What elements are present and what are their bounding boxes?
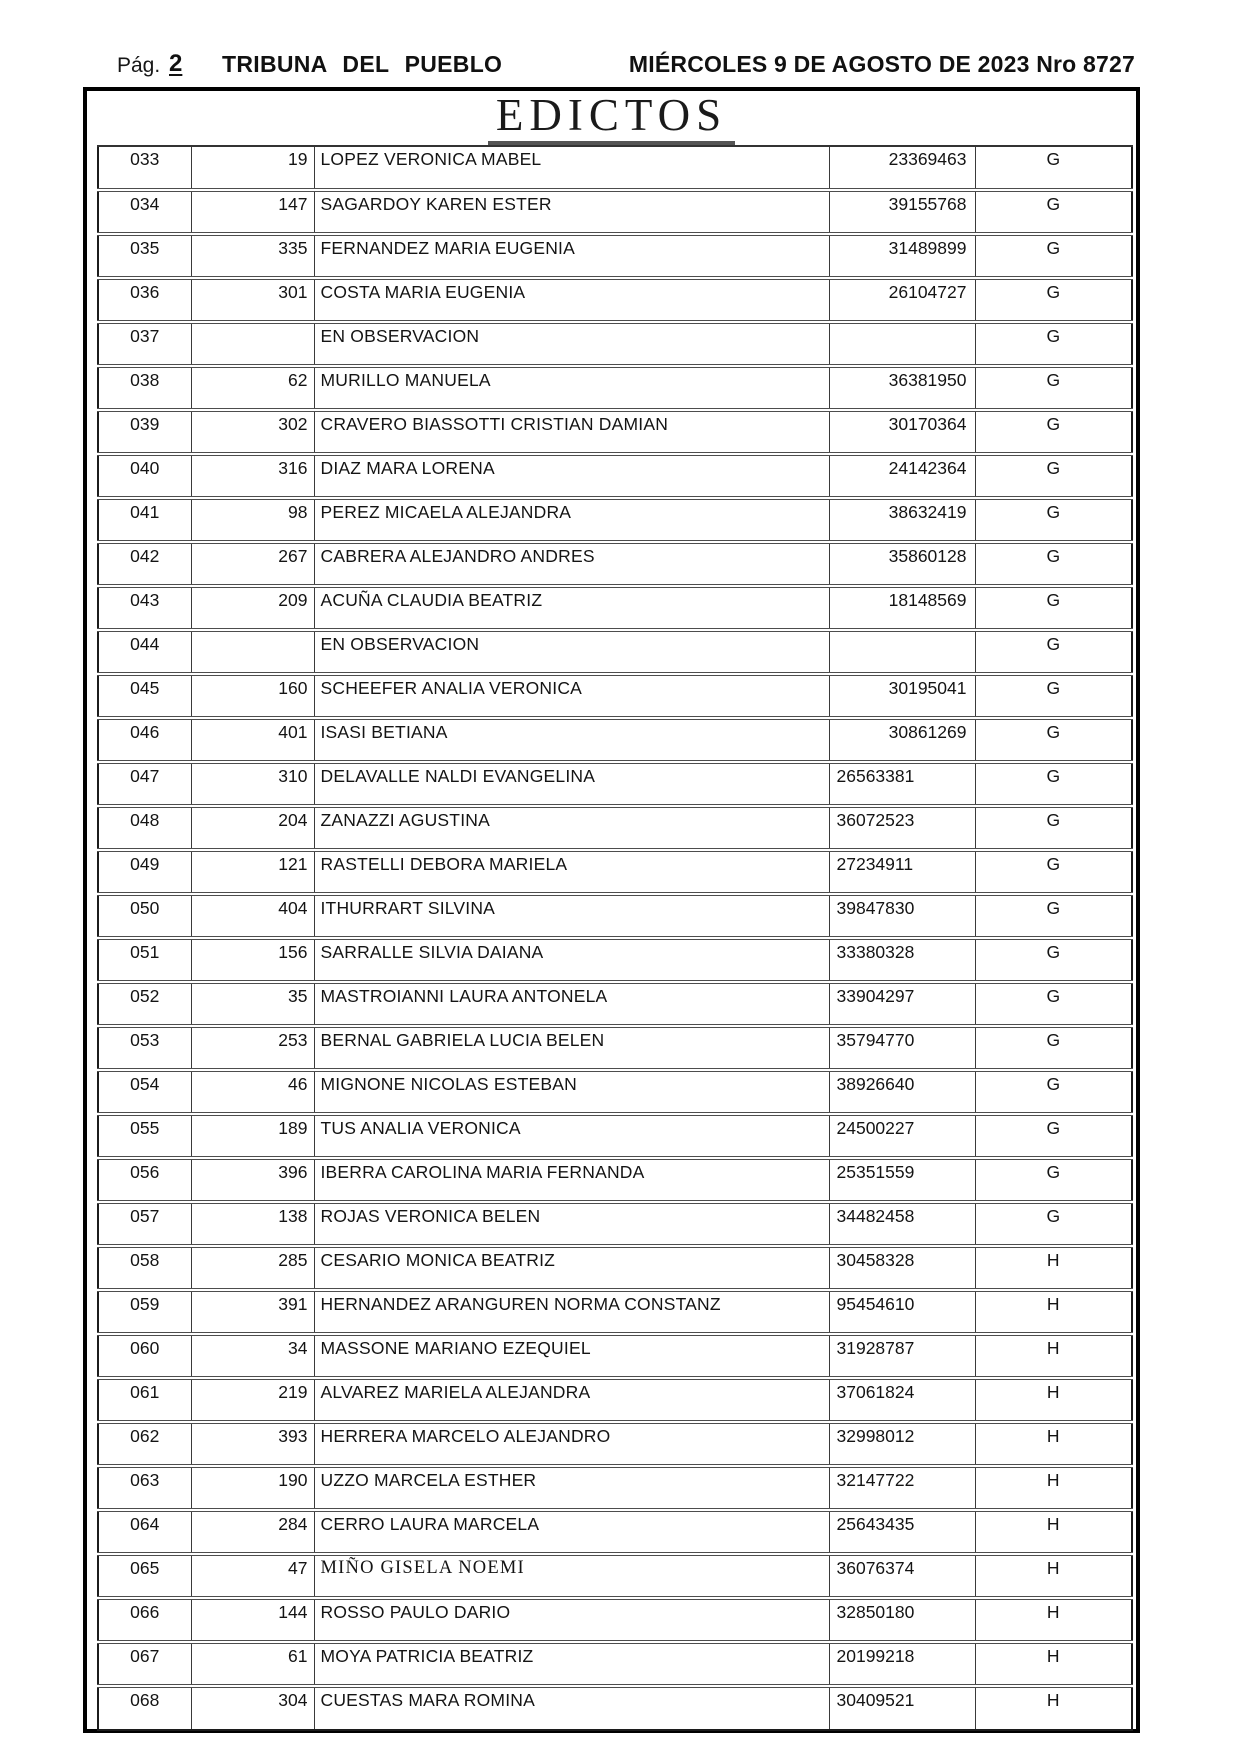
edicts-table bbox=[97, 145, 1133, 1731]
dni-cell: 32147722 bbox=[829, 1466, 975, 1510]
section-title-row bbox=[87, 90, 1136, 145]
page-label: Pág. bbox=[117, 54, 161, 77]
row-number-cell: 057 bbox=[98, 1202, 191, 1246]
name-cell: MASSONE MARIANO EZEQUIEL bbox=[314, 1334, 829, 1378]
group-letter-cell: G bbox=[975, 542, 1132, 586]
table-row bbox=[98, 1246, 1132, 1290]
name-cell: PEREZ MICAELA ALEJANDRA bbox=[314, 498, 829, 542]
name-cell: UZZO MARCELA ESTHER bbox=[314, 1466, 829, 1510]
group-letter-cell: G bbox=[975, 366, 1132, 410]
row-number-cell: 063 bbox=[98, 1466, 191, 1510]
group-letter-cell: H bbox=[975, 1686, 1132, 1730]
row-number-cell: 044 bbox=[98, 630, 191, 674]
row-number-cell: 036 bbox=[98, 278, 191, 322]
table-row bbox=[98, 1554, 1132, 1598]
group-letter-cell: G bbox=[975, 278, 1132, 322]
order-number-cell: 304 bbox=[191, 1686, 314, 1730]
dni-cell: 33904297 bbox=[829, 982, 975, 1026]
name-cell: MIGNONE NICOLAS ESTEBAN bbox=[314, 1070, 829, 1114]
order-number-cell: 62 bbox=[191, 366, 314, 410]
dni-cell: 30170364 bbox=[829, 410, 975, 454]
table-row bbox=[98, 674, 1132, 718]
newspaper-title: TRIBUNA DEL PUEBLO bbox=[222, 51, 503, 77]
table-row bbox=[98, 366, 1132, 410]
order-number-cell: 285 bbox=[191, 1246, 314, 1290]
dni-cell: 24142364 bbox=[829, 454, 975, 498]
order-number-cell: 219 bbox=[191, 1378, 314, 1422]
dni-cell: 95454610 bbox=[829, 1290, 975, 1334]
table-row bbox=[98, 1466, 1132, 1510]
dni-cell: 35860128 bbox=[829, 542, 975, 586]
table-row bbox=[98, 322, 1132, 366]
order-number-cell: 204 bbox=[191, 806, 314, 850]
order-number-cell: 396 bbox=[191, 1158, 314, 1202]
order-number-cell: 34 bbox=[191, 1334, 314, 1378]
group-letter-cell: G bbox=[975, 410, 1132, 454]
order-number-cell: 401 bbox=[191, 718, 314, 762]
order-number-cell: 190 bbox=[191, 1466, 314, 1510]
dni-cell: 34482458 bbox=[829, 1202, 975, 1246]
table-row bbox=[98, 278, 1132, 322]
dni-cell: 27234911 bbox=[829, 850, 975, 894]
edicts-table-container bbox=[97, 145, 1133, 1731]
table-row bbox=[98, 1598, 1132, 1642]
row-number-cell: 065 bbox=[98, 1554, 191, 1598]
order-number-cell: 61 bbox=[191, 1642, 314, 1686]
group-letter-cell: G bbox=[975, 1202, 1132, 1246]
table-row bbox=[98, 630, 1132, 674]
group-letter-cell: G bbox=[975, 454, 1132, 498]
group-letter-cell: G bbox=[975, 894, 1132, 938]
row-number-cell: 033 bbox=[98, 146, 191, 190]
dni-cell: 31928787 bbox=[829, 1334, 975, 1378]
row-number-cell: 058 bbox=[98, 1246, 191, 1290]
table-row bbox=[98, 718, 1132, 762]
row-number-cell: 051 bbox=[98, 938, 191, 982]
name-cell: EN OBSERVACION bbox=[314, 322, 829, 366]
name-cell: TUS ANALIA VERONICA bbox=[314, 1114, 829, 1158]
table-row bbox=[98, 454, 1132, 498]
order-number-cell: 147 bbox=[191, 190, 314, 234]
name-cell: ACUÑA CLAUDIA BEATRIZ bbox=[314, 586, 829, 630]
dni-cell: 36072523 bbox=[829, 806, 975, 850]
dni-cell: 36076374 bbox=[829, 1554, 975, 1598]
group-letter-cell: G bbox=[975, 190, 1132, 234]
dni-cell: 39155768 bbox=[829, 190, 975, 234]
edicts-table-body bbox=[98, 146, 1132, 1730]
order-number-cell: 19 bbox=[191, 146, 314, 190]
dni-cell: 39847830 bbox=[829, 894, 975, 938]
name-cell: SCHEEFER ANALIA VERONICA bbox=[314, 674, 829, 718]
table-row bbox=[98, 894, 1132, 938]
dni-cell: 38632419 bbox=[829, 498, 975, 542]
name-cell: IBERRA CAROLINA MARIA FERNANDA bbox=[314, 1158, 829, 1202]
dni-cell: 23369463 bbox=[829, 146, 975, 190]
dni-cell: 36381950 bbox=[829, 366, 975, 410]
name-cell: ALVAREZ MARIELA ALEJANDRA bbox=[314, 1378, 829, 1422]
group-letter-cell: H bbox=[975, 1290, 1132, 1334]
row-number-cell: 037 bbox=[98, 322, 191, 366]
order-number-cell: 46 bbox=[191, 1070, 314, 1114]
row-number-cell: 056 bbox=[98, 1158, 191, 1202]
group-letter-cell: G bbox=[975, 806, 1132, 850]
group-letter-cell: G bbox=[975, 1114, 1132, 1158]
name-cell: FERNANDEZ MARIA EUGENIA bbox=[314, 234, 829, 278]
table-row bbox=[98, 982, 1132, 1026]
group-letter-cell: G bbox=[975, 850, 1132, 894]
name-cell: MOYA PATRICIA BEATRIZ bbox=[314, 1642, 829, 1686]
dni-cell: 32850180 bbox=[829, 1598, 975, 1642]
name-cell: CRAVERO BIASSOTTI CRISTIAN DAMIAN bbox=[314, 410, 829, 454]
row-number-cell: 050 bbox=[98, 894, 191, 938]
row-number-cell: 052 bbox=[98, 982, 191, 1026]
order-number-cell: 144 bbox=[191, 1598, 314, 1642]
name-cell: MURILLO MANUELA bbox=[314, 366, 829, 410]
dni-cell: 30195041 bbox=[829, 674, 975, 718]
table-row bbox=[98, 1510, 1132, 1554]
table-row bbox=[98, 1026, 1132, 1070]
name-cell: CABRERA ALEJANDRO ANDRES bbox=[314, 542, 829, 586]
name-cell: HERNANDEZ ARANGUREN NORMA CONSTANZ bbox=[314, 1290, 829, 1334]
group-letter-cell: G bbox=[975, 234, 1132, 278]
order-number-cell: 316 bbox=[191, 454, 314, 498]
table-row bbox=[98, 498, 1132, 542]
row-number-cell: 047 bbox=[98, 762, 191, 806]
page-number: 2 bbox=[169, 50, 183, 77]
name-cell: DELAVALLE NALDI EVANGELINA bbox=[314, 762, 829, 806]
row-number-cell: 048 bbox=[98, 806, 191, 850]
group-letter-cell: G bbox=[975, 322, 1132, 366]
name-cell: ROJAS VERONICA BELEN bbox=[314, 1202, 829, 1246]
row-number-cell: 067 bbox=[98, 1642, 191, 1686]
row-number-cell: 068 bbox=[98, 1686, 191, 1730]
group-letter-cell: G bbox=[975, 938, 1132, 982]
name-cell: EN OBSERVACION bbox=[314, 630, 829, 674]
name-cell: ZANAZZI AGUSTINA bbox=[314, 806, 829, 850]
section-title: EDICTOS bbox=[488, 93, 735, 145]
name-cell: COSTA MARIA EUGENIA bbox=[314, 278, 829, 322]
group-letter-cell: H bbox=[975, 1466, 1132, 1510]
name-cell: MIÑO GISELA NOEMI bbox=[314, 1554, 829, 1598]
order-number-cell: 98 bbox=[191, 498, 314, 542]
name-cell: BERNAL GABRIELA LUCIA BELEN bbox=[314, 1026, 829, 1070]
order-number-cell: 335 bbox=[191, 234, 314, 278]
group-letter-cell: G bbox=[975, 718, 1132, 762]
group-letter-cell: G bbox=[975, 1026, 1132, 1070]
group-letter-cell: G bbox=[975, 146, 1132, 190]
name-cell: HERRERA MARCELO ALEJANDRO bbox=[314, 1422, 829, 1466]
table-row bbox=[98, 1114, 1132, 1158]
order-number-cell: 284 bbox=[191, 1510, 314, 1554]
order-number-cell: 209 bbox=[191, 586, 314, 630]
table-row bbox=[98, 938, 1132, 982]
row-number-cell: 060 bbox=[98, 1334, 191, 1378]
name-cell: ROSSO PAULO DARIO bbox=[314, 1598, 829, 1642]
row-number-cell: 061 bbox=[98, 1378, 191, 1422]
group-letter-cell: H bbox=[975, 1334, 1132, 1378]
row-number-cell: 046 bbox=[98, 718, 191, 762]
dni-cell: 38926640 bbox=[829, 1070, 975, 1114]
table-row bbox=[98, 146, 1132, 190]
group-letter-cell: G bbox=[975, 982, 1132, 1026]
table-row bbox=[98, 806, 1132, 850]
name-cell: ISASI BETIANA bbox=[314, 718, 829, 762]
group-letter-cell: G bbox=[975, 1070, 1132, 1114]
name-cell: SAGARDOY KAREN ESTER bbox=[314, 190, 829, 234]
row-number-cell: 042 bbox=[98, 542, 191, 586]
row-number-cell: 043 bbox=[98, 586, 191, 630]
name-cell: DIAZ MARA LORENA bbox=[314, 454, 829, 498]
row-number-cell: 053 bbox=[98, 1026, 191, 1070]
dni-cell: 24500227 bbox=[829, 1114, 975, 1158]
order-number-cell: 35 bbox=[191, 982, 314, 1026]
table-row bbox=[98, 234, 1132, 278]
table-row bbox=[98, 190, 1132, 234]
dni-cell bbox=[829, 322, 975, 366]
order-number-cell: 47 bbox=[191, 1554, 314, 1598]
dni-cell: 37061824 bbox=[829, 1378, 975, 1422]
dni-cell: 30409521 bbox=[829, 1686, 975, 1730]
row-number-cell: 064 bbox=[98, 1510, 191, 1554]
name-cell: ITHURRART SILVINA bbox=[314, 894, 829, 938]
order-number-cell: 391 bbox=[191, 1290, 314, 1334]
row-number-cell: 055 bbox=[98, 1114, 191, 1158]
row-number-cell: 059 bbox=[98, 1290, 191, 1334]
group-letter-cell: H bbox=[975, 1598, 1132, 1642]
group-letter-cell: G bbox=[975, 586, 1132, 630]
dni-cell: 26104727 bbox=[829, 278, 975, 322]
group-letter-cell: G bbox=[975, 1158, 1132, 1202]
name-cell: CERRO LAURA MARCELA bbox=[314, 1510, 829, 1554]
dni-cell: 33380328 bbox=[829, 938, 975, 982]
order-number-cell: 393 bbox=[191, 1422, 314, 1466]
dni-cell: 18148569 bbox=[829, 586, 975, 630]
order-number-cell bbox=[191, 322, 314, 366]
table-row bbox=[98, 1070, 1132, 1114]
dni-cell: 25643435 bbox=[829, 1510, 975, 1554]
order-number-cell: 189 bbox=[191, 1114, 314, 1158]
order-number-cell: 310 bbox=[191, 762, 314, 806]
name-cell: MASTROIANNI LAURA ANTONELA bbox=[314, 982, 829, 1026]
group-letter-cell: H bbox=[975, 1510, 1132, 1554]
group-letter-cell: H bbox=[975, 1642, 1132, 1686]
table-row bbox=[98, 1378, 1132, 1422]
name-cell: CUESTAS MARA ROMINA bbox=[314, 1686, 829, 1730]
table-row bbox=[98, 1334, 1132, 1378]
row-number-cell: 062 bbox=[98, 1422, 191, 1466]
group-letter-cell: H bbox=[975, 1246, 1132, 1290]
group-letter-cell: G bbox=[975, 762, 1132, 806]
group-letter-cell: G bbox=[975, 630, 1132, 674]
name-cell: CESARIO MONICA BEATRIZ bbox=[314, 1246, 829, 1290]
dni-cell: 25351559 bbox=[829, 1158, 975, 1202]
table-row bbox=[98, 1290, 1132, 1334]
dni-cell: 30861269 bbox=[829, 718, 975, 762]
order-number-cell: 160 bbox=[191, 674, 314, 718]
table-row bbox=[98, 410, 1132, 454]
row-number-cell: 039 bbox=[98, 410, 191, 454]
table-row bbox=[98, 542, 1132, 586]
row-number-cell: 049 bbox=[98, 850, 191, 894]
order-number-cell: 156 bbox=[191, 938, 314, 982]
order-number-cell: 138 bbox=[191, 1202, 314, 1246]
table-row bbox=[98, 762, 1132, 806]
row-number-cell: 034 bbox=[98, 190, 191, 234]
group-letter-cell: H bbox=[975, 1554, 1132, 1598]
table-row bbox=[98, 586, 1132, 630]
table-row bbox=[98, 1422, 1132, 1466]
order-number-cell: 267 bbox=[191, 542, 314, 586]
order-number-cell: 121 bbox=[191, 850, 314, 894]
group-letter-cell: G bbox=[975, 498, 1132, 542]
dni-cell bbox=[829, 630, 975, 674]
table-row bbox=[98, 1202, 1132, 1246]
group-letter-cell: G bbox=[975, 674, 1132, 718]
order-number-cell bbox=[191, 630, 314, 674]
table-row bbox=[98, 1158, 1132, 1202]
row-number-cell: 045 bbox=[98, 674, 191, 718]
row-number-cell: 054 bbox=[98, 1070, 191, 1114]
date-line: MIÉRCOLES 9 DE AGOSTO DE 2023 Nro 8727 bbox=[628, 51, 1135, 77]
name-cell: LOPEZ VERONICA MABEL bbox=[314, 146, 829, 190]
edicts-frame bbox=[83, 87, 1140, 1733]
dni-cell: 32998012 bbox=[829, 1422, 975, 1466]
dni-cell: 20199218 bbox=[829, 1642, 975, 1686]
name-cell: RASTELLI DEBORA MARIELA bbox=[314, 850, 829, 894]
order-number-cell: 253 bbox=[191, 1026, 314, 1070]
name-cell: SARRALLE SILVIA DAIANA bbox=[314, 938, 829, 982]
order-number-cell: 301 bbox=[191, 278, 314, 322]
row-number-cell: 038 bbox=[98, 366, 191, 410]
dni-cell: 30458328 bbox=[829, 1246, 975, 1290]
table-row bbox=[98, 1686, 1132, 1730]
group-letter-cell: H bbox=[975, 1422, 1132, 1466]
order-number-cell: 302 bbox=[191, 410, 314, 454]
row-number-cell: 066 bbox=[98, 1598, 191, 1642]
dni-cell: 26563381 bbox=[829, 762, 975, 806]
table-row bbox=[98, 850, 1132, 894]
row-number-cell: 040 bbox=[98, 454, 191, 498]
order-number-cell: 404 bbox=[191, 894, 314, 938]
dni-cell: 35794770 bbox=[829, 1026, 975, 1070]
row-number-cell: 041 bbox=[98, 498, 191, 542]
group-letter-cell: H bbox=[975, 1378, 1132, 1422]
dni-cell: 31489899 bbox=[829, 234, 975, 278]
table-row bbox=[98, 1642, 1132, 1686]
row-number-cell: 035 bbox=[98, 234, 191, 278]
